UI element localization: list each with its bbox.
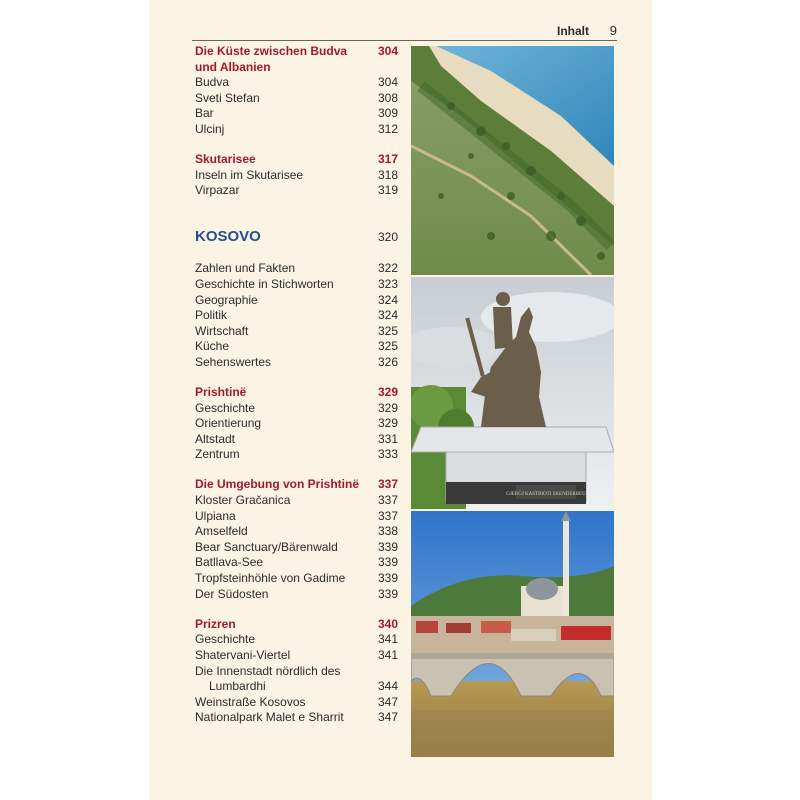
toc-entry-innenstadt2[interactable] bbox=[195, 679, 398, 695]
toc-entry-zentrum[interactable] bbox=[195, 447, 398, 463]
toc-entry-wirtschaft[interactable] bbox=[195, 324, 398, 340]
toc-title: Nationalpark Malet e Sharrit bbox=[195, 710, 344, 725]
toc-page-number: 323 bbox=[377, 276, 398, 291]
toc-entry-amselfeld[interactable] bbox=[195, 524, 398, 540]
toc-entry-shatervani[interactable] bbox=[195, 648, 398, 664]
toc-title: Geschichte bbox=[195, 632, 256, 647]
toc-page-number: 338 bbox=[377, 524, 398, 539]
toc-entry-inseln[interactable] bbox=[195, 168, 398, 184]
toc-title: Lumbardhi bbox=[209, 679, 266, 694]
section-title: Inhalt bbox=[557, 24, 589, 38]
toc-page-number: 326 bbox=[377, 354, 398, 369]
toc-entry-bear[interactable] bbox=[195, 540, 398, 556]
toc-title: Amselfeld bbox=[195, 524, 248, 539]
toc-entry-politik[interactable] bbox=[195, 308, 398, 324]
toc-page-number: 304 bbox=[377, 75, 398, 90]
toc-entry-innenstadt[interactable] bbox=[195, 664, 398, 680]
toc-title: Bear Sanctuary/Bärenwald bbox=[195, 539, 338, 554]
toc-title: Prishtinë bbox=[195, 385, 247, 399]
toc-page-number: 308 bbox=[377, 90, 398, 105]
toc-page-number: 324 bbox=[377, 308, 398, 323]
toc-title: Budva bbox=[195, 75, 230, 90]
toc-entry-budva[interactable] bbox=[195, 75, 398, 91]
toc-entry-suedosten[interactable] bbox=[195, 587, 398, 603]
toc-page-number: 309 bbox=[377, 106, 398, 121]
toc-entry-weinstrasse[interactable] bbox=[195, 695, 398, 711]
toc-spacer bbox=[195, 199, 398, 227]
book-page bbox=[149, 0, 652, 800]
toc-title: Prizren bbox=[195, 616, 236, 631]
toc-page-number: 329 bbox=[377, 416, 398, 431]
coast-aerial-photo bbox=[411, 46, 614, 275]
toc-page-number: 325 bbox=[377, 339, 398, 354]
toc-title: Geographie bbox=[195, 292, 258, 307]
toc-title: Virpazar bbox=[195, 183, 240, 198]
toc-title: Politik bbox=[195, 308, 228, 323]
toc-heading-prishtine[interactable] bbox=[195, 385, 398, 401]
toc-entry-prizren-geschichte[interactable] bbox=[195, 632, 398, 648]
toc-entry-ulcinj[interactable] bbox=[195, 122, 398, 138]
toc-title: und Albanien bbox=[195, 59, 271, 74]
toc-page-number: 312 bbox=[377, 121, 398, 136]
toc-entry-virpazar[interactable] bbox=[195, 183, 398, 199]
toc-page-number: 325 bbox=[377, 323, 398, 338]
toc-heading-budva-head2[interactable] bbox=[195, 60, 398, 76]
toc-page-number: 329 bbox=[377, 385, 398, 399]
toc-entry-prishtine-geschichte[interactable] bbox=[195, 401, 398, 417]
toc-page-number: 340 bbox=[377, 616, 398, 631]
toc-title: Kloster Gračanica bbox=[195, 493, 291, 508]
toc-title: Die Küste zwischen Budva bbox=[195, 44, 348, 58]
toc-country-heading-kosovo[interactable] bbox=[195, 227, 398, 247]
toc-spacer bbox=[195, 138, 398, 153]
toc-page-number: 347 bbox=[377, 710, 398, 725]
toc-entry-bar[interactable] bbox=[195, 106, 398, 122]
toc-title: Inseln im Skutarisee bbox=[195, 167, 304, 182]
toc-heading-budva-head[interactable] bbox=[195, 44, 398, 60]
toc-title: Geschichte in Stichworten bbox=[195, 276, 334, 291]
toc-title: Weinstraße Kosovos bbox=[195, 694, 306, 709]
toc-entry-altstadt[interactable] bbox=[195, 432, 398, 448]
toc-title: Sveti Stefan bbox=[195, 90, 260, 105]
toc-title: Die Umgebung von Prishtinë bbox=[195, 477, 360, 492]
toc-title: Zentrum bbox=[195, 447, 240, 462]
toc-entry-batllava[interactable] bbox=[195, 555, 398, 571]
toc-page-number: 337 bbox=[377, 508, 398, 523]
toc-title: Batllava-See bbox=[195, 555, 264, 570]
toc-page-number: 333 bbox=[377, 447, 398, 462]
toc-heading-umgebung[interactable] bbox=[195, 477, 398, 493]
toc-title: Ulpiana bbox=[195, 508, 236, 523]
toc-page-number: 329 bbox=[377, 400, 398, 415]
toc-entry-sehenswertes[interactable] bbox=[195, 355, 398, 371]
toc-title: Küche bbox=[195, 339, 230, 354]
toc-spacer bbox=[195, 371, 398, 386]
toc-page-number: 320 bbox=[377, 229, 398, 244]
toc-spacer bbox=[195, 463, 398, 478]
toc-entry-geschichte-stichworte[interactable] bbox=[195, 277, 398, 293]
toc-title: Skutarisee bbox=[195, 152, 256, 167]
toc-entry-geographie[interactable] bbox=[195, 293, 398, 309]
toc-entry-gadime[interactable] bbox=[195, 571, 398, 587]
toc-page-number: 322 bbox=[377, 261, 398, 276]
toc-title: Altstadt bbox=[195, 431, 236, 446]
toc-page-number: 347 bbox=[377, 694, 398, 709]
toc-title: Shatervani-Viertel bbox=[195, 647, 291, 662]
toc-page-number: 339 bbox=[377, 539, 398, 554]
toc-entry-orientierung[interactable] bbox=[195, 416, 398, 432]
toc-page-number: 317 bbox=[377, 152, 398, 167]
toc-page-number: 331 bbox=[377, 431, 398, 446]
toc-page-number: 341 bbox=[377, 647, 398, 662]
toc-page-number: 304 bbox=[377, 44, 398, 58]
toc-page-number: 339 bbox=[377, 555, 398, 570]
toc-title: Bar bbox=[195, 106, 214, 121]
toc-entry-kueche[interactable] bbox=[195, 339, 398, 355]
toc-page-number: 319 bbox=[377, 183, 398, 198]
toc-spacer bbox=[195, 247, 398, 262]
toc-page-number: 337 bbox=[377, 493, 398, 508]
toc-entry-sveti-stefan[interactable] bbox=[195, 91, 398, 107]
toc-page-number: 339 bbox=[377, 586, 398, 601]
toc-page-number: 337 bbox=[377, 477, 398, 492]
page-number: 9 bbox=[609, 23, 617, 38]
skanderbeg-statue-photo bbox=[411, 277, 614, 509]
toc-title: KOSOVO bbox=[195, 227, 261, 245]
toc-title: Zahlen und Fakten bbox=[195, 261, 296, 276]
toc-entry-malet[interactable] bbox=[195, 710, 398, 726]
toc-title: Der Südosten bbox=[195, 586, 269, 601]
toc-title: Sehenswertes bbox=[195, 354, 272, 369]
toc-page-number: 339 bbox=[377, 571, 398, 586]
toc-title: Orientierung bbox=[195, 416, 262, 431]
prizren-bridge-photo bbox=[411, 511, 614, 757]
toc-entry-ulpiana[interactable] bbox=[195, 509, 398, 525]
toc-title: Tropfsteinhöhle von Gadime bbox=[195, 571, 346, 586]
toc-heading-skutarisee[interactable] bbox=[195, 152, 398, 168]
toc-heading-prizren[interactable] bbox=[195, 617, 398, 633]
toc-title: Geschichte bbox=[195, 400, 256, 415]
table-of-contents bbox=[195, 44, 398, 726]
statue-plaque-text: GJERGJ KASTRIOTI SKENDERBEU bbox=[506, 492, 586, 497]
toc-entry-zahlen[interactable] bbox=[195, 261, 398, 277]
toc-title: Die Innenstadt nördlich des bbox=[195, 663, 341, 678]
toc-page-number: 344 bbox=[377, 679, 398, 694]
toc-page-number: 324 bbox=[377, 292, 398, 307]
toc-title: Ulcinj bbox=[195, 121, 225, 136]
toc-page-number: 341 bbox=[377, 632, 398, 647]
toc-spacer bbox=[195, 602, 398, 617]
toc-entry-gracanica[interactable] bbox=[195, 493, 398, 509]
toc-page-number: 318 bbox=[377, 167, 398, 182]
toc-title: Wirtschaft bbox=[195, 323, 249, 338]
running-header bbox=[192, 22, 617, 41]
